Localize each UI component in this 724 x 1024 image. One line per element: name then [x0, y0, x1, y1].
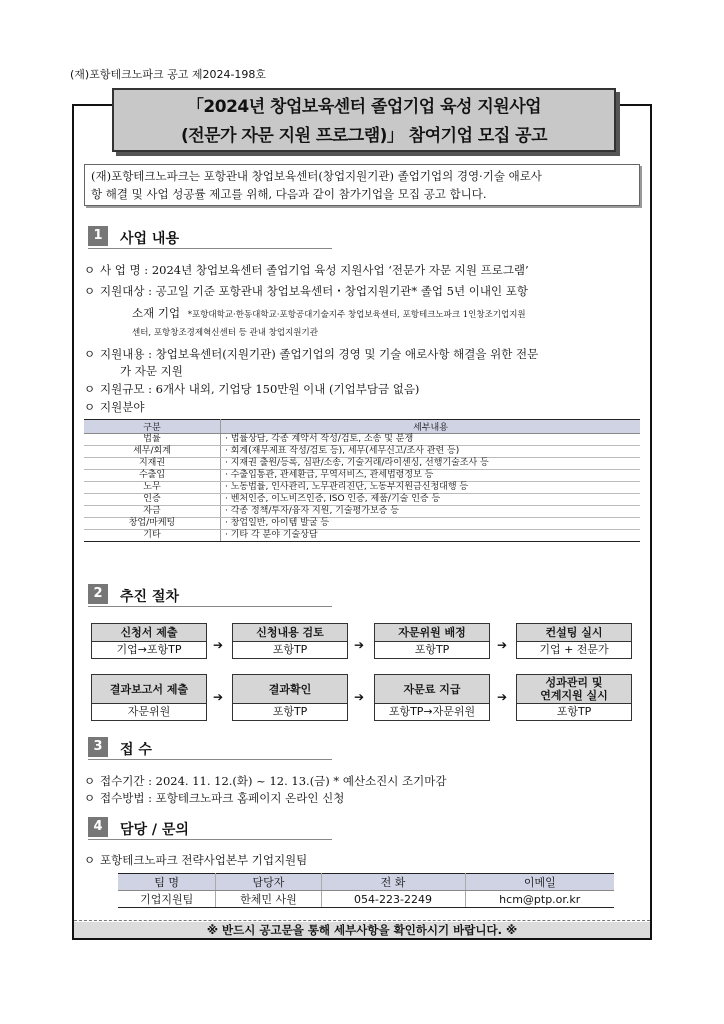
header-category: 구분	[84, 420, 221, 434]
step-advisor-assignment: 자문위원 배정 포항TP	[374, 623, 490, 659]
row-detail: · 법률상담, 각종 계약서 작성/검토, 소송 및 분쟁	[221, 434, 641, 446]
support-fields-table	[84, 419, 640, 542]
section-2-number: 2	[88, 584, 108, 604]
item-contact-org: ㅇ 포항테크노파크 전략사업본부 기업지원팀	[84, 853, 308, 867]
contact-manager: 한체민 사원	[216, 891, 321, 908]
arrow-right-icon: ➔	[354, 638, 365, 652]
table-row	[84, 470, 640, 482]
step-report-submit: 결과보고서 제출 자문위원	[91, 674, 207, 721]
intro-line-1: (재)포항테크노파크는 포항관내 창업보육센터(창업지원기관) 졸업기업의 경영·기술 애로사	[91, 169, 542, 183]
table-row	[84, 506, 640, 518]
header-manager: 담당자	[216, 874, 321, 891]
target-footnote-2: 센터, 포항창조경제혁신센터 등 관내 창업지원기관	[132, 328, 318, 338]
row-detail: · 벤처인증, 이노비즈인증, ISO 인증, 제품/기술 인증 등	[221, 494, 641, 506]
header-email: 이메일	[465, 874, 614, 891]
arrow-right-icon: ➔	[354, 690, 365, 704]
section-3-number: 3	[88, 737, 108, 757]
arrow-right-icon: ➔	[213, 690, 224, 704]
row-detail: · 노동법률, 인사관리, 노무관리진단, 노동부지원금신청대행 등	[221, 482, 641, 494]
item-content: ㅇ 지원내용 : 창업보육센터(지원기관) 졸업기업의 경영 및 기술 애로사항 해결을 위한 전문	[84, 347, 539, 361]
intro-line-2: 항 해결 및 사업 성공률 제고를 위해, 다음과 같이 참가기업을 모집 공고 합니다.	[91, 187, 487, 201]
step-fee-payment: 자문료 지급 포항TP→자문위원	[374, 674, 490, 721]
section-3-underline	[88, 759, 332, 760]
section-1-number: 1	[88, 226, 108, 246]
row-category: 자금	[84, 506, 221, 518]
table-header-row	[84, 420, 640, 434]
header-phone: 전 화	[321, 874, 465, 891]
row-category: 노무	[84, 482, 221, 494]
arrow-right-icon: ➔	[213, 638, 224, 652]
step-result-check: 결과확인 포항TP	[232, 674, 348, 721]
notice-number: (재)포항테크노파크 공고 제2024-198호	[70, 68, 267, 81]
row-category: 인증	[84, 494, 221, 506]
row-detail: · 지재권 출원/등록, 심판/소송, 기술거래/라이센싱, 선행기술조사 등	[221, 458, 641, 470]
footer-divider	[74, 920, 650, 921]
row-detail: · 창업일반, 아이템 발굴 등	[221, 518, 641, 530]
item-scale: ㅇ 지원규모 : 6개사 내외, 기업당 150만원 이내 (기업부담금 없음)	[84, 382, 420, 396]
title-line-1: 「2024년 창업보육센터 졸업기업 육성 지원사업	[186, 97, 542, 117]
table-row	[84, 482, 640, 494]
item-period: ㅇ 접수기간 : 2024. 11. 12.(화) ~ 12. 13.(금) * 예산소진시 조기마감	[84, 774, 447, 788]
title-box	[112, 88, 616, 152]
section-2-title: 추진 절차	[120, 589, 179, 605]
contact-email[interactable]: hcm@ptp.or.kr	[465, 891, 614, 908]
item-target-continued: 소재 기업 *포항대학교·한동대학교·포항공대기술지주 창업보육센터, 포항테크노파크 1인창조기업지원	[132, 306, 526, 320]
footer-notice: ※ 반드시 공고문을 통해 세부사항을 확인하시기 바랍니다. ※	[74, 922, 650, 938]
contact-header-row	[118, 874, 614, 891]
title-line-2: (전문가 자문 지원 프로그램)」 참여기업 모집 공고	[180, 126, 548, 146]
arrow-right-icon: ➔	[497, 690, 508, 704]
row-detail: · 수출입통관, 관세환급, 무역서비스, 관세법령정보 등	[221, 470, 641, 482]
contact-team: 기업지원팀	[118, 891, 216, 908]
item-fields: ㅇ 지원분야	[84, 400, 145, 414]
table-row	[84, 446, 640, 458]
step-application-submit: 신청서 제출 기업→포항TP	[91, 623, 207, 659]
item-project-name: ㅇ 사 업 명 : 2024년 창업보육센터 졸업기업 육성 지원사업 ‘전문가 자문 지원 프로그램’	[84, 263, 529, 277]
step-performance-management: 성과관리 및 연계지원 실시 포항TP	[516, 674, 632, 721]
step-application-review: 신청내용 검토 포항TP	[232, 623, 348, 659]
row-category: 법률	[84, 434, 221, 446]
header-team: 팀 명	[118, 874, 216, 891]
intro-box	[84, 164, 640, 206]
section-4-underline	[88, 839, 332, 840]
table-row	[118, 891, 614, 908]
item-target: ㅇ 지원대상 : 공고일 기준 포항관내 창업보육센터・창업지원기관* 졸업 5년 이내인 포항	[84, 284, 528, 298]
row-category: 세무/회계	[84, 446, 221, 458]
row-category: 기타	[84, 530, 221, 542]
item-method: ㅇ 접수방법 : 포항테크노파크 홈페이지 온라인 신청	[84, 791, 345, 805]
section-1-title: 사업 내용	[120, 231, 179, 247]
table-row	[84, 530, 640, 542]
target-footnote-1: *포항대학교·한동대학교·포항공대기술지주 창업보육센터, 포항테크노파크 1인창조기업지원	[187, 310, 526, 320]
row-category: 수출입	[84, 470, 221, 482]
table-row	[84, 494, 640, 506]
row-detail: · 기타 각 분야 기술상담	[221, 530, 641, 542]
table-row	[84, 458, 640, 470]
step-consulting: 컨설팅 실시 기업 + 전문가	[516, 623, 632, 659]
section-3-title: 접 수	[120, 742, 152, 758]
row-detail: · 각종 정책/투자/융자 지원, 기술평가보증 등	[221, 506, 641, 518]
section-4-number: 4	[88, 817, 108, 837]
item-content-continued: 가 자문 지원	[120, 364, 183, 378]
table-row	[84, 434, 640, 446]
table-row	[84, 518, 640, 530]
header-detail: 세부내용	[221, 420, 641, 434]
row-category: 지재권	[84, 458, 221, 470]
arrow-right-icon: ➔	[497, 638, 508, 652]
section-1-underline	[88, 248, 332, 249]
section-2-underline	[88, 606, 332, 607]
row-category: 창업/마케팅	[84, 518, 221, 530]
row-detail: · 회계(재무제표 작성/검토 등), 세무(세무신고/조사 관련 등)	[221, 446, 641, 458]
section-4-title: 담당 / 문의	[120, 822, 189, 838]
contact-phone: 054-223-2249	[321, 891, 465, 908]
contact-table	[118, 873, 614, 908]
